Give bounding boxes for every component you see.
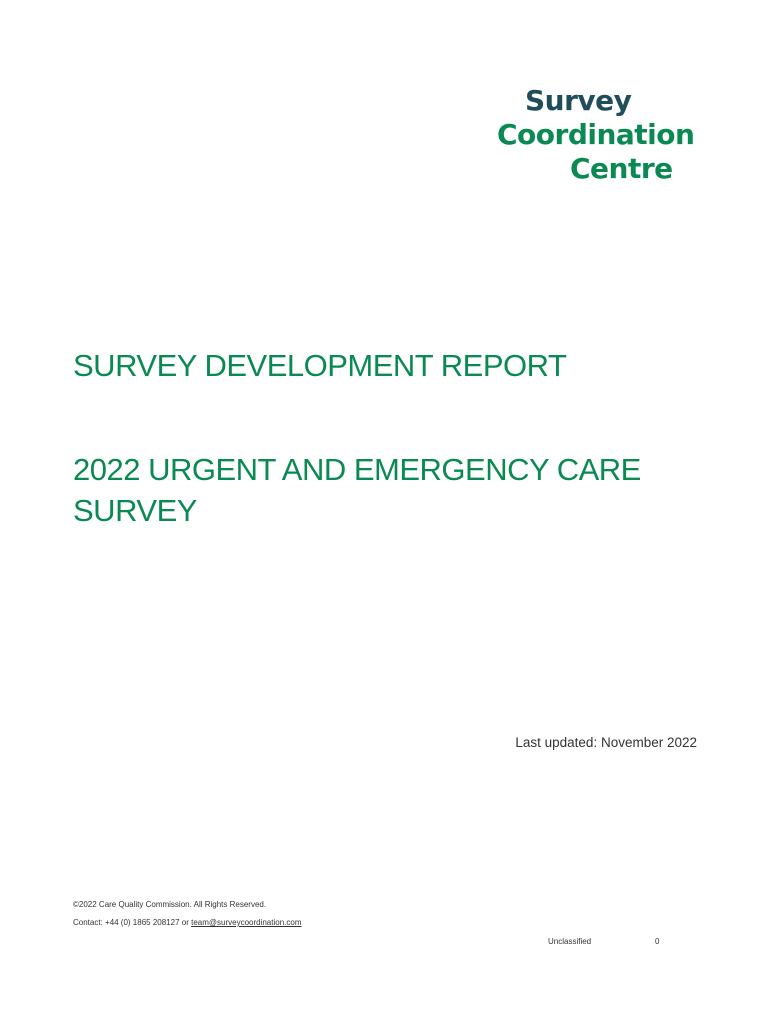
- logo-line-coordination: Coordination: [497, 118, 695, 151]
- report-title: SURVEY DEVELOPMENT REPORT: [73, 348, 567, 383]
- logo-line-survey: Survey: [525, 84, 632, 117]
- contact-line: [73, 918, 301, 927]
- logo-line-centre: Centre: [570, 152, 673, 185]
- copyright-notice: ©2022 Care Quality Commission. All Rights Reserved.: [73, 900, 267, 909]
- page-number: 0: [655, 937, 660, 946]
- classification-label: Unclassified: [548, 937, 592, 946]
- contact-email-link[interactable]: team@surveycoordination.com: [191, 918, 302, 927]
- contact-phone-text: Contact: +44 (0) 1865 208127 or: [73, 918, 192, 927]
- last-updated-date: Last updated: November 2022: [515, 735, 697, 750]
- survey-coordination-centre-logo: [497, 84, 727, 186]
- survey-title: 2022 URGENT AND EMERGENCY CARE SURVEY: [73, 452, 641, 528]
